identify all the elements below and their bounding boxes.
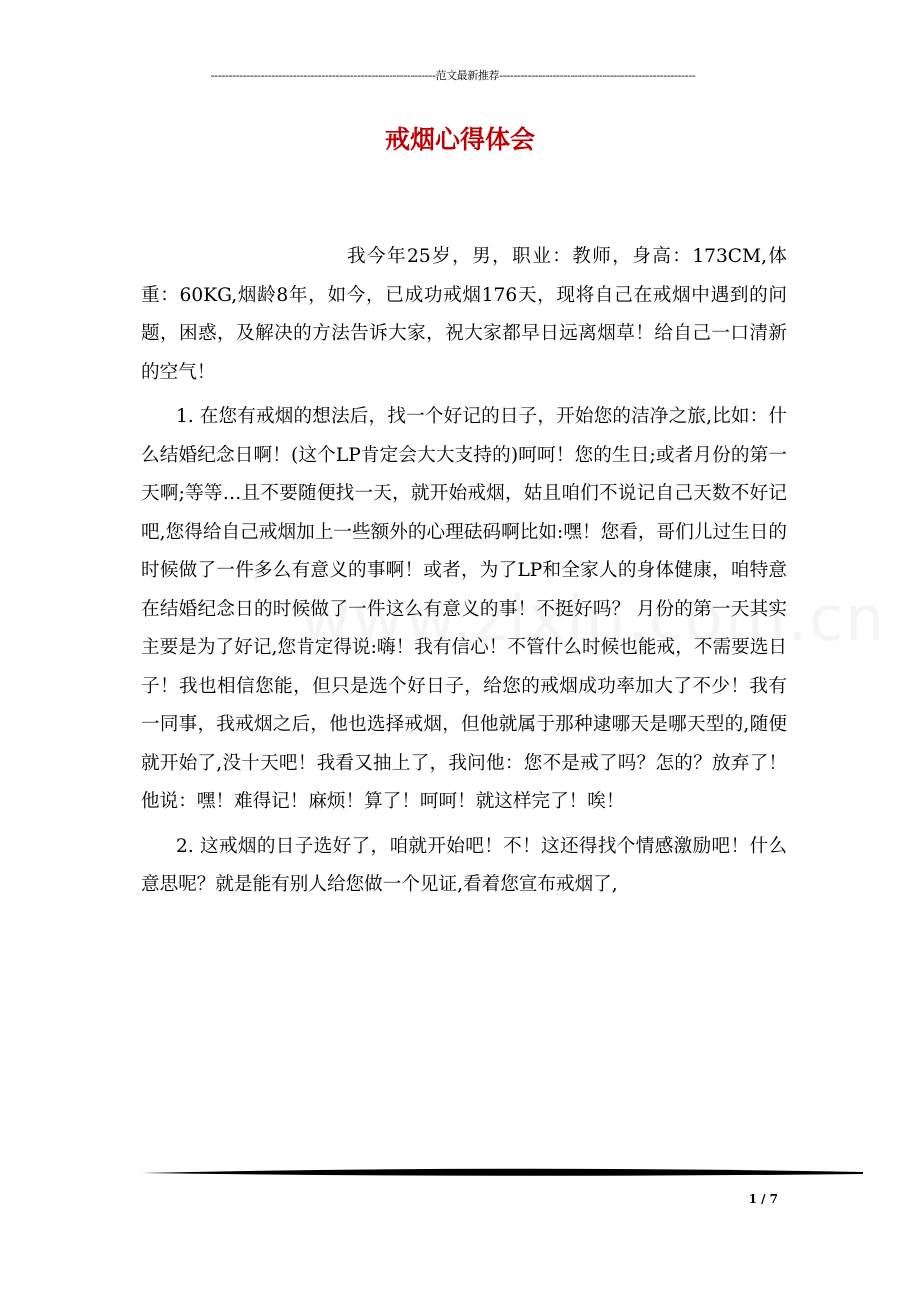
footer-divider: [141, 1163, 863, 1183]
document-body: [141, 238, 787, 905]
page-title: 戒烟心得体会: [384, 125, 535, 154]
tip-paragraph-2: 2. 这戒烟的日子选好了，咱就开始吧！不！这还得找个情感激励吧！什么意思呢？就是能有别人给您做一个见证,看着您宣布戒烟了,: [141, 835, 787, 895]
tip-paragraph-1: 1. 在您有戒烟的想法后，找一个好记的日子，开始您的洁净之旅,比如：什么结婚纪念日啊！(这个LP肯定会大大支持的)呵呵！您的生日;或者月份的第一天啊;等等…且不要随便找一天，就开始戒烟，姑且咱们不说记自己天数不好记吧,您得给自己戒烟加上一些额外的心理砝码啊比如:嘿！您看，哥们儿过生日的时候做了一件多么有意义的事啊！或者，为了LP和全家人的身体健康，咱特意在结婚纪念日的时候做了一件这么有意义的事！不挺好吗？ 月份的第一天其实主要是为了好记,您肯定得说:嗨！我有信心！不管什么时候也能戒，不需要选日子！我也相信您能，但只是选个好日子，给您的戒烟成功率加大了不少！我有一同事，我戒烟之后，他也选择戒烟，但他就属于那种逮哪天是哪天型的,随便就开始了,没十天吧！我看又抽上了，我问他：您不是戒了吗？怎的？放弃了！他说：嘿！难得记！麻烦！算了！呵呵！就这样完了！唉！: [141, 406, 787, 812]
page-header-recommendation: ---------------------------------------------------------------范文最新推荐-------------------------------------------------------: [210, 69, 696, 82]
intro-paragraph: 我今年25岁，男，职业：教师，身高：173CM,体重：60KG,烟龄8年，如今，已成功戒烟176天，现将自己在戒烟中遇到的问题，困惑，及解决的方法告诉大家，祝大家都早日远离烟草！给自己一口清新的空气！: [141, 246, 787, 383]
page-number: 1 / 7: [748, 1192, 778, 1206]
